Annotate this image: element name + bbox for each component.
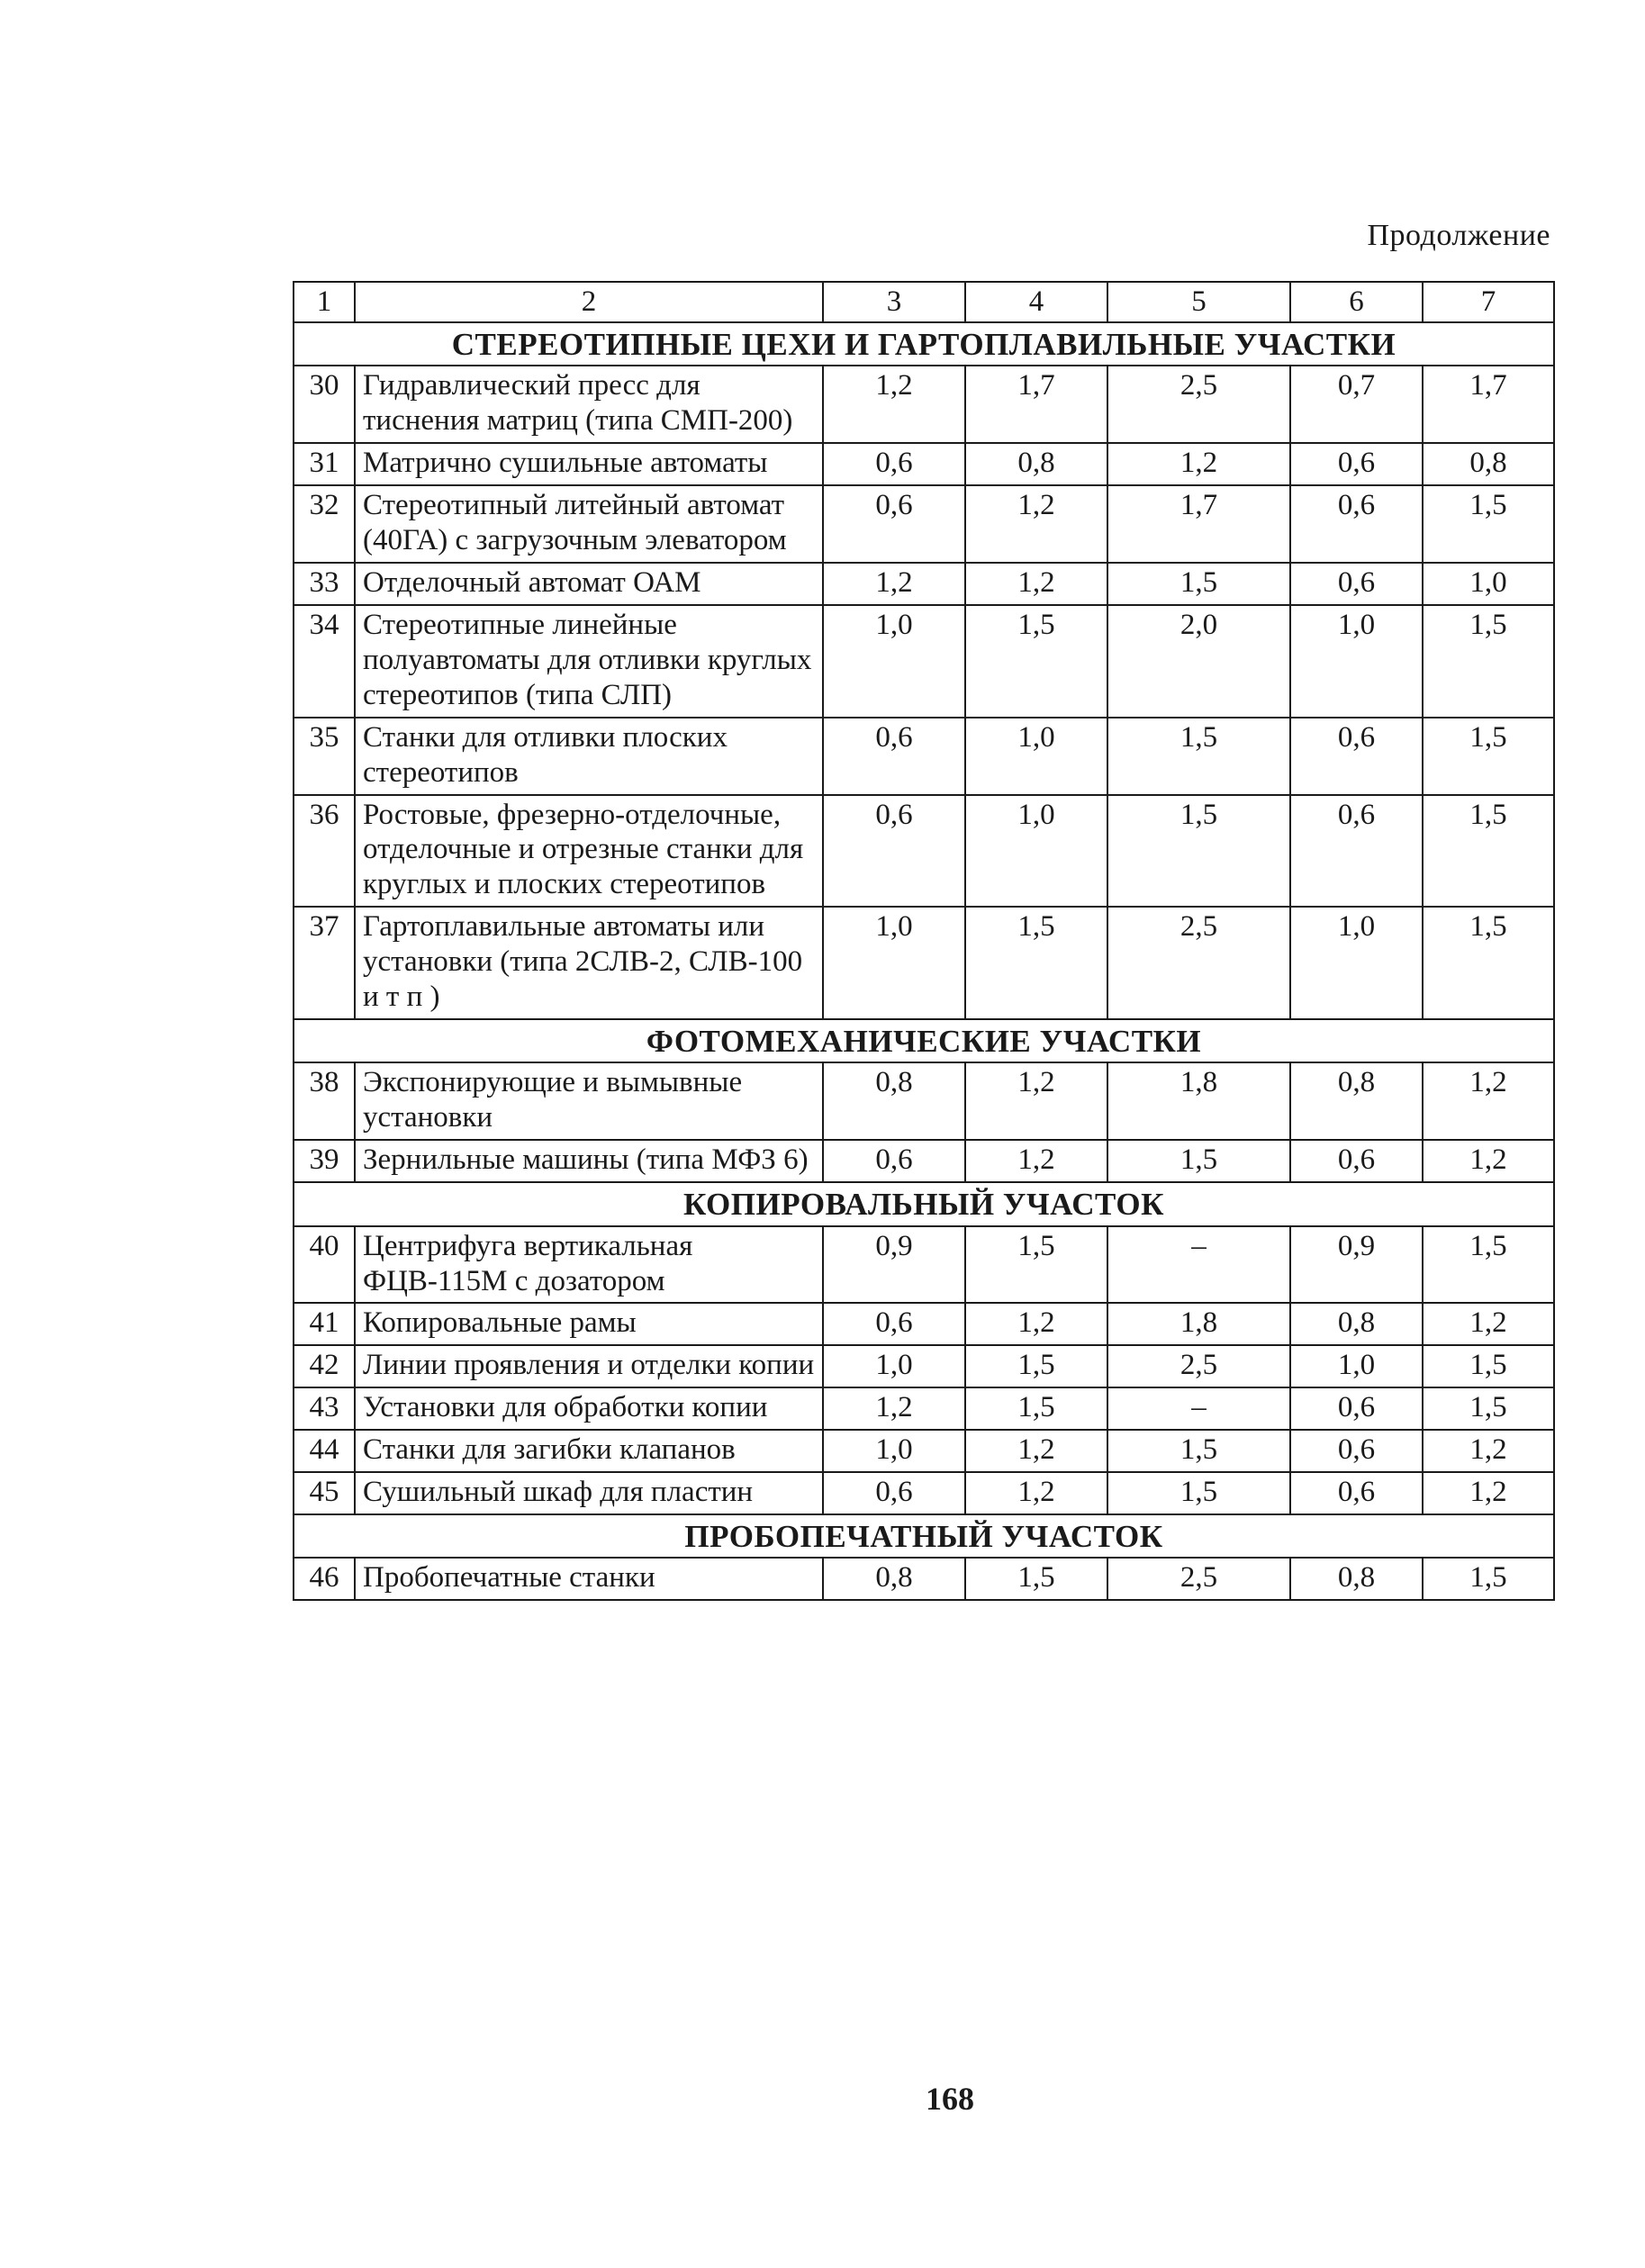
value-cell-col4: 1,2 — [965, 1472, 1107, 1514]
value-cell-col5: 1,5 — [1107, 1140, 1290, 1182]
value-cell-col6: 0,6 — [1290, 443, 1423, 485]
equipment-name: Ростовые, фрезерно-отделочные, отделочные и отрезные станки для круглых и плоских стереотипов — [355, 795, 823, 908]
value-cell-col3: 1,0 — [823, 1430, 965, 1472]
table-row — [294, 1140, 1554, 1182]
value-cell-col4: 1,5 — [965, 1558, 1107, 1600]
equipment-name: Матрично сушильные автоматы — [355, 443, 823, 485]
page-number: 168 — [926, 2081, 974, 2117]
value-cell-col3: 0,6 — [823, 718, 965, 795]
value-cell-col4: 1,2 — [965, 1303, 1107, 1345]
row-number: 45 — [294, 1472, 355, 1514]
value-cell-col3: 1,2 — [823, 366, 965, 443]
row-number: 40 — [294, 1226, 355, 1304]
value-cell-col3: 1,0 — [823, 907, 965, 1019]
equipment-name: Экспонирующие и вымывные установки — [355, 1062, 823, 1140]
table-row — [294, 443, 1554, 485]
table-row — [294, 1345, 1554, 1387]
header-cell: 5 — [1107, 282, 1290, 322]
value-cell-col6: 0,8 — [1290, 1062, 1423, 1140]
value-cell-col7: 0,8 — [1423, 443, 1554, 485]
row-number: 33 — [294, 563, 355, 605]
value-cell-col7: 1,2 — [1423, 1472, 1554, 1514]
value-cell-col6: 0,6 — [1290, 1140, 1423, 1182]
value-cell-col7: 1,7 — [1423, 366, 1554, 443]
table-row — [294, 1062, 1554, 1140]
equipment-name: Пробопечатные станки — [355, 1558, 823, 1600]
value-cell-col3: 1,0 — [823, 605, 965, 718]
value-cell-col5: 2,5 — [1107, 1345, 1290, 1387]
value-cell-col6: 0,6 — [1290, 1430, 1423, 1472]
value-cell-col7: 1,5 — [1423, 1226, 1554, 1304]
equipment-name: Установки для обработки копии — [355, 1387, 823, 1430]
value-cell-col3: 1,0 — [823, 1345, 965, 1387]
table-row — [294, 718, 1554, 795]
value-cell-col5: 2,5 — [1107, 1558, 1290, 1600]
equipment-name: Копировальные рамы — [355, 1303, 823, 1345]
value-cell-col7: 1,2 — [1423, 1430, 1554, 1472]
value-cell-col4: 1,5 — [965, 605, 1107, 718]
value-cell-col4: 1,2 — [965, 1062, 1107, 1140]
table-row — [294, 1558, 1554, 1600]
equipment-name: Сушильный шкаф для пластин — [355, 1472, 823, 1514]
value-cell-col6: 0,6 — [1290, 563, 1423, 605]
value-cell-col6: 0,6 — [1290, 485, 1423, 563]
equipment-name: Центрифуга вертикальная ФЦВ-115М с дозатором — [355, 1226, 823, 1304]
value-cell-col4: 1,2 — [965, 485, 1107, 563]
value-cell-col7: 1,5 — [1423, 605, 1554, 718]
header-cell: 3 — [823, 282, 965, 322]
value-cell-col5: 1,5 — [1107, 1472, 1290, 1514]
equipment-name: Отделочный автомат ОАМ — [355, 563, 823, 605]
value-cell-col7: 1,2 — [1423, 1140, 1554, 1182]
value-cell-col7: 1,5 — [1423, 795, 1554, 908]
table-row — [294, 1226, 1554, 1304]
value-cell-col4: 0,8 — [965, 443, 1107, 485]
value-cell-col7: 1,5 — [1423, 1345, 1554, 1387]
value-cell-col5: 1,5 — [1107, 563, 1290, 605]
value-cell-col4: 1,0 — [965, 795, 1107, 908]
value-cell-col3: 0,9 — [823, 1226, 965, 1304]
value-cell-col3: 0,6 — [823, 1140, 965, 1182]
row-number: 43 — [294, 1387, 355, 1430]
value-cell-col3: 0,6 — [823, 1303, 965, 1345]
continuation-label: Продолжение — [1367, 219, 1550, 252]
table-row — [294, 907, 1554, 1019]
equipment-name: Стереотипный литейный автомат (40ГА) с загрузочным элеватором — [355, 485, 823, 563]
value-cell-col5: 1,5 — [1107, 1430, 1290, 1472]
row-number: 31 — [294, 443, 355, 485]
value-cell-col7: 1,0 — [1423, 563, 1554, 605]
value-cell-col6: 0,8 — [1290, 1558, 1423, 1600]
value-cell-col6: 1,0 — [1290, 907, 1423, 1019]
row-number: 39 — [294, 1140, 355, 1182]
value-cell-col4: 1,5 — [965, 1345, 1107, 1387]
value-cell-col6: 0,8 — [1290, 1303, 1423, 1345]
value-cell-col6: 0,6 — [1290, 1387, 1423, 1430]
value-cell-col4: 1,5 — [965, 907, 1107, 1019]
section-header-row — [294, 322, 1554, 366]
section-header-row — [294, 1514, 1554, 1558]
value-cell-col6: 1,0 — [1290, 1345, 1423, 1387]
value-cell-col7: 1,2 — [1423, 1303, 1554, 1345]
header-cell: 7 — [1423, 282, 1554, 322]
value-cell-col4: 1,0 — [965, 718, 1107, 795]
table-row — [294, 1430, 1554, 1472]
value-cell-col3: 0,8 — [823, 1062, 965, 1140]
table-row — [294, 1303, 1554, 1345]
value-cell-col5: 2,5 — [1107, 366, 1290, 443]
value-cell-col5: 1,7 — [1107, 485, 1290, 563]
value-cell-col7: 1,5 — [1423, 718, 1554, 795]
table-row — [294, 1387, 1554, 1430]
section-title: ФОТОМЕХАНИЧЕСКИЕ УЧАСТКИ — [294, 1019, 1554, 1062]
value-cell-col4: 1,2 — [965, 563, 1107, 605]
section-title: ПРОБОПЕЧАТНЫЙ УЧАСТОК — [294, 1514, 1554, 1558]
section-header-row — [294, 1019, 1554, 1062]
row-number: 30 — [294, 366, 355, 443]
header-cell: 1 — [294, 282, 355, 322]
value-cell-col6: 1,0 — [1290, 605, 1423, 718]
row-number: 46 — [294, 1558, 355, 1600]
row-number: 36 — [294, 795, 355, 908]
row-number: 37 — [294, 907, 355, 1019]
value-cell-col4: 1,5 — [965, 1226, 1107, 1304]
row-number: 38 — [294, 1062, 355, 1140]
value-cell-col7: 1,2 — [1423, 1062, 1554, 1140]
row-number: 44 — [294, 1430, 355, 1472]
value-cell-col3: 0,6 — [823, 1472, 965, 1514]
value-cell-col5: 1,2 — [1107, 443, 1290, 485]
value-cell-col5: 2,0 — [1107, 605, 1290, 718]
value-cell-col7: 1,5 — [1423, 1558, 1554, 1600]
equipment-name: Станки для загибки клапанов — [355, 1430, 823, 1472]
equipment-name: Стереотипные линейные полуавтоматы для отливки круглых стереотипов (типа СЛП) — [355, 605, 823, 718]
value-cell-col3: 0,6 — [823, 485, 965, 563]
value-cell-col6: 0,9 — [1290, 1226, 1423, 1304]
value-cell-col4: 1,5 — [965, 1387, 1107, 1430]
value-cell-col3: 0,6 — [823, 443, 965, 485]
row-number: 32 — [294, 485, 355, 563]
value-cell-col5: 2,5 — [1107, 907, 1290, 1019]
value-cell-col5: 1,5 — [1107, 795, 1290, 908]
table-row — [294, 563, 1554, 605]
row-number: 35 — [294, 718, 355, 795]
table-row — [294, 795, 1554, 908]
table-header-row — [294, 282, 1554, 322]
equipment-table — [293, 281, 1555, 1601]
value-cell-col5: 1,8 — [1107, 1062, 1290, 1140]
header-cell: 4 — [965, 282, 1107, 322]
table-row — [294, 485, 1554, 563]
equipment-name: Станки для отливки плоских стереотипов — [355, 718, 823, 795]
value-cell-col7: 1,5 — [1423, 1387, 1554, 1430]
value-cell-col7: 1,5 — [1423, 907, 1554, 1019]
value-cell-col5: – — [1107, 1387, 1290, 1430]
value-cell-col4: 1,7 — [965, 366, 1107, 443]
equipment-name: Зернильные машины (типа МФЗ 6) — [355, 1140, 823, 1182]
row-number: 41 — [294, 1303, 355, 1345]
value-cell-col5: 1,8 — [1107, 1303, 1290, 1345]
value-cell-col5: 1,5 — [1107, 718, 1290, 795]
value-cell-col7: 1,5 — [1423, 485, 1554, 563]
equipment-name: Линии проявления и отделки копии — [355, 1345, 823, 1387]
table-row — [294, 366, 1554, 443]
value-cell-col3: 1,2 — [823, 563, 965, 605]
value-cell-col4: 1,2 — [965, 1430, 1107, 1472]
value-cell-col6: 0,6 — [1290, 718, 1423, 795]
header-cell: 6 — [1290, 282, 1423, 322]
header-cell: 2 — [355, 282, 823, 322]
section-title: СТЕРЕОТИПНЫЕ ЦЕХИ И ГАРТОПЛАВИЛЬНЫЕ УЧАСТКИ — [294, 322, 1554, 366]
value-cell-col4: 1,2 — [965, 1140, 1107, 1182]
section-title: КОПИРОВАЛЬНЫЙ УЧАСТОК — [294, 1182, 1554, 1225]
value-cell-col6: 0,6 — [1290, 1472, 1423, 1514]
equipment-name: Гартоплавильные автоматы или установки (типа 2СЛВ-2, СЛВ-100 и т п ) — [355, 907, 823, 1019]
value-cell-col6: 0,7 — [1290, 366, 1423, 443]
value-cell-col3: 0,6 — [823, 795, 965, 908]
equipment-name: Гидравлический пресс для тиснения матриц (типа СМП-200) — [355, 366, 823, 443]
table-row — [294, 605, 1554, 718]
row-number: 34 — [294, 605, 355, 718]
value-cell-col3: 1,2 — [823, 1387, 965, 1430]
value-cell-col5: – — [1107, 1226, 1290, 1304]
table-row — [294, 1472, 1554, 1514]
row-number: 42 — [294, 1345, 355, 1387]
value-cell-col3: 0,8 — [823, 1558, 965, 1600]
value-cell-col6: 0,6 — [1290, 795, 1423, 908]
section-header-row — [294, 1182, 1554, 1225]
